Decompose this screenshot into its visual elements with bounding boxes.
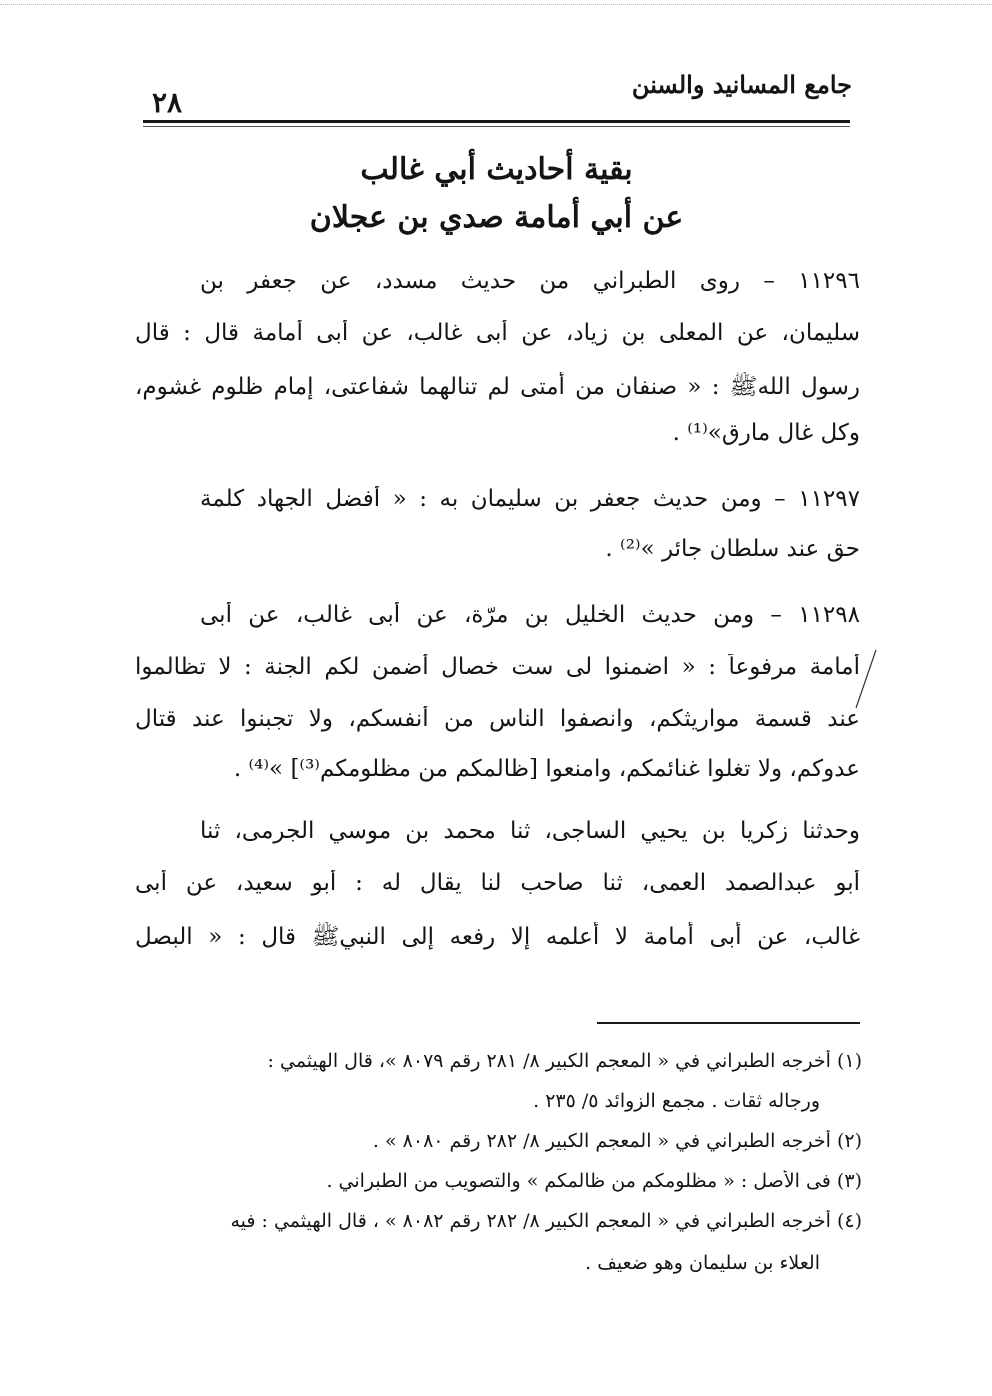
scan-edge-divider [0,4,992,5]
isnad-line-1: وحدثنا زكريا بن يحيي الساجى، ثنا محمد بن موسي الجرمى، ثنا [200,818,860,844]
hadith-11297-line-1: ١١٢٩٧ – ومن حديث جعفر بن سليمان به : « أفضل الجهاد كلمة [200,486,860,512]
hadith-11296-line-3: رسول اللهﷺ : « صنفان من أمتى لم تنالهما شفاعتى، إمام ظلوم غشوم، [135,374,860,400]
hadith-11298-line-4: عدوكم، ولا تغلوا غنائمكم، وامنعوا [ظالمكم من مظلومكم⁽³⁾] »⁽⁴⁾ . [233,756,860,782]
footnote-2: (٢) أخرجه الطبراني في « المعجم الكبير ٨/ ٢٨٢ رقم ٨٠٨٠ » . [372,1130,862,1152]
hadith-11298-line-2: أمامة مرفوعاً : « اضمنوا لى ست خصال أضمن لكم الجنة : لا تظالموا [135,654,860,680]
isnad-line-3: غالب، عن أبى أمامة لا أعلمه إلا رفعه إلى النبيﷺ قال : « البصل [135,924,860,950]
footnote-4: (٤) أخرجه الطبراني في « المعجم الكبير ٨/ ٢٨٢ رقم ٨٠٨٢ » ، قال الهيثمي : فيه [230,1210,862,1232]
footnote-1: (١) أخرجه الطبراني في « المعجم الكبير ٨/ ٢٨١ رقم ٨٠٧٩ »، قال الهيثمي : [267,1050,862,1072]
page-number: ٢٨ [152,86,183,119]
hadith-11298-line-1: ١١٢٩٨ – ومن حديث الخليل بن مرّة، عن أبى غالب، عن أبى [200,602,860,628]
footnote-4-continued: العلاء بن سليمان وهو ضعيف . [585,1252,820,1274]
header-rule-thin [143,126,850,127]
isnad-line-2: أبو عبدالصمد العمى، ثنا صاحب لنا يقال له : أبو سعيد، عن أبى [135,870,860,896]
hadith-11296-line-2: سليمان، عن المعلى بن زياد، عن أبى غالب، عن أبى أمامة قال : قال [135,320,860,346]
section-heading-line-1: بقية أحاديث أبي غالب [360,152,633,187]
section-heading-line-2: عن أبي أمامة صدي بن عجلان [309,200,684,235]
margin-pen-mark [852,648,878,712]
hadith-11296-line-1: ١١٢٩٦ – روى الطبراني من حديث مسدد، عن جعفر بن [200,268,860,294]
running-title: جامع المسانيد والسنن [631,70,852,99]
footnote-1-continued: ورجاله ثقات . مجمع الزوائد ٥/ ٢٣٥ . [533,1090,820,1112]
footnote-3: (٣) فى الأصل : « مظلومكم من ظالمكم » والتصويب من الطبراني . [326,1170,862,1192]
hadith-11297-line-2: حق عند سلطان جائر »⁽²⁾ . [605,536,860,562]
footnote-separator [597,1022,860,1024]
header-rule [143,120,850,123]
hadith-11296-line-4: وكل غال مارق»⁽¹⁾ . [672,420,860,446]
hadith-11298-line-3: عند قسمة مواريثكم، وانصفوا الناس من أنفسكم، ولا تجبنوا عند قتال [135,706,860,732]
